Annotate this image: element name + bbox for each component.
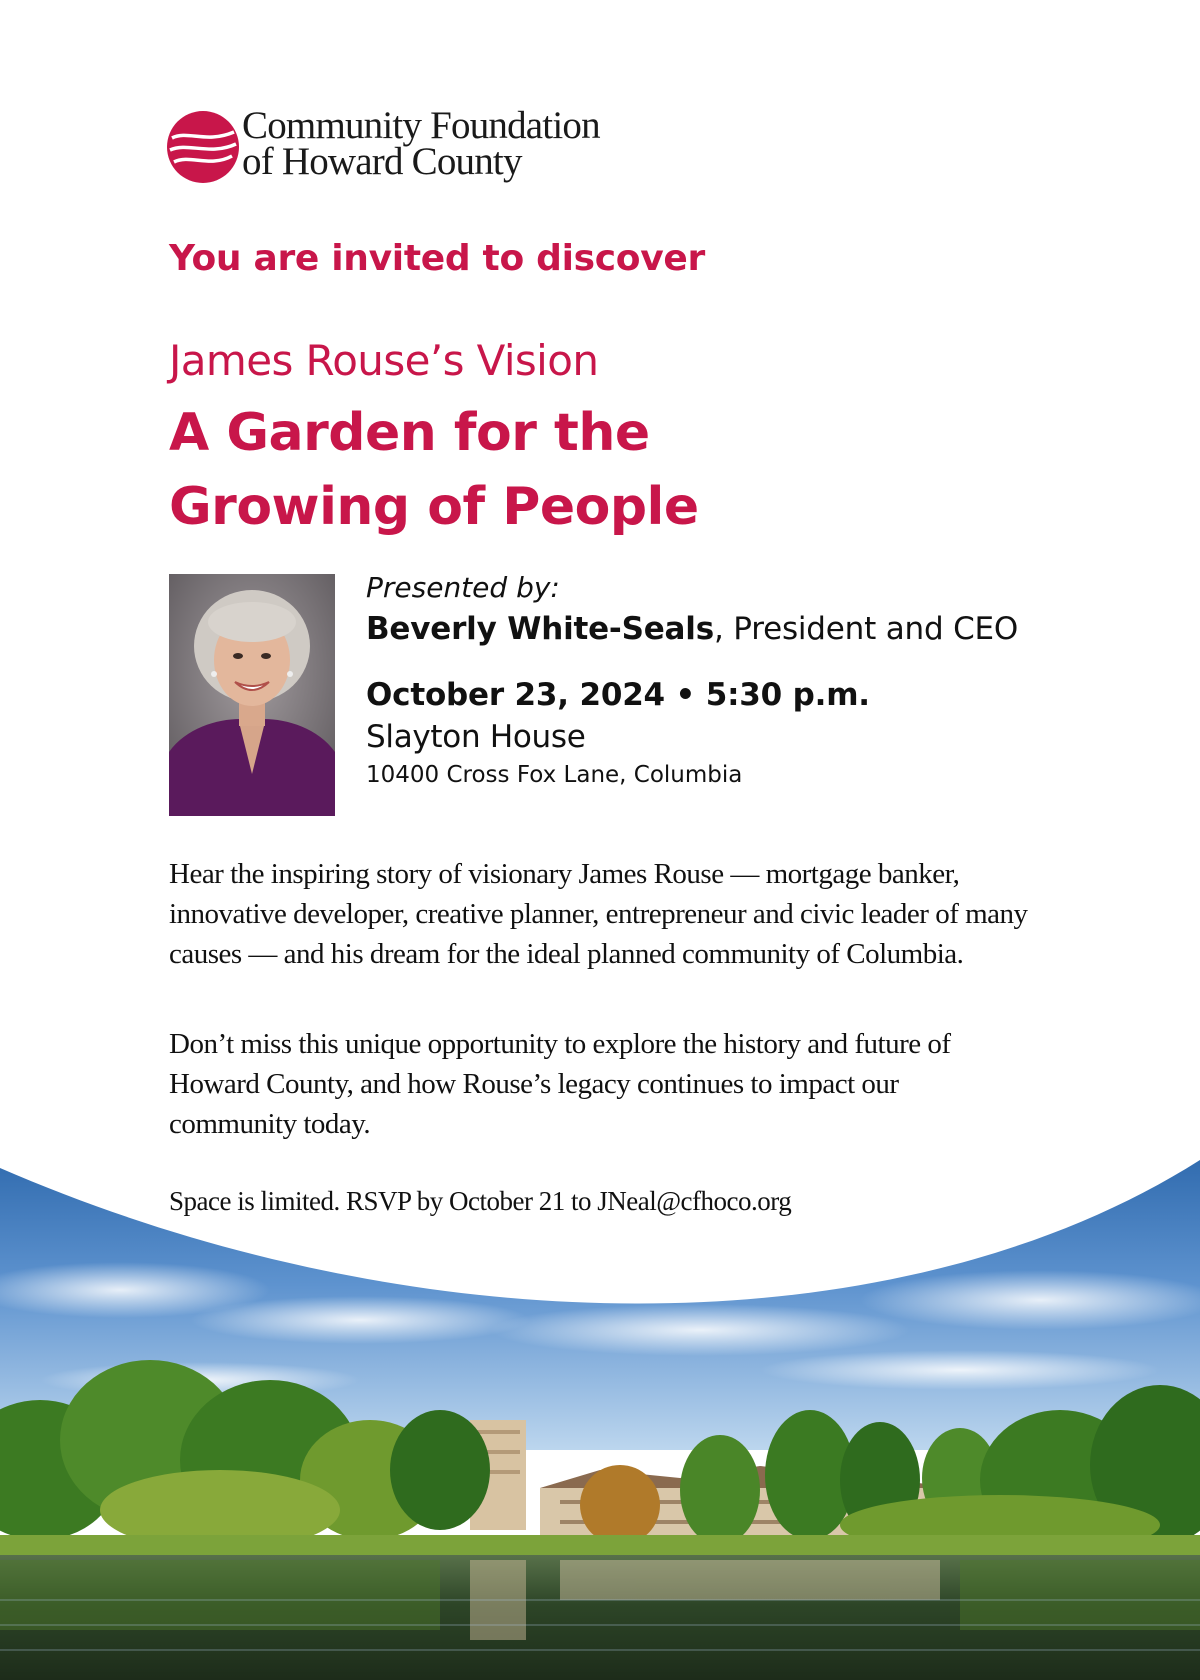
description-paragraph-1: Hear the inspiring story of visionary James Rouse — mortgage banker, innovative developer, creative planner, entrepreneur and civic leader of many causes — and his dream for the ideal planned community of Columbia. xyxy=(169,858,1028,970)
event-title xyxy=(169,396,929,544)
description-paragraph-2: Don’t miss this unique opportunity to explore the history and future of Howard County, and how Rouse’s legacy continues to impact our community today. xyxy=(169,1028,951,1140)
event-details xyxy=(366,570,1066,792)
presented-by-label: Presented by: xyxy=(366,571,560,604)
event-venue: Slayton House xyxy=(366,719,586,755)
presenter-name: Beverly White-Seals xyxy=(366,611,714,647)
presenter-role: , President and CEO xyxy=(713,611,1019,647)
logo-line-2: of Howard County xyxy=(242,140,522,183)
rsvp-note: Space is limited. RSVP by October 21 to JNeal@cfhoco.org xyxy=(169,1186,792,1216)
event-subtitle: James Rouse’s Vision xyxy=(169,336,599,385)
logo-line-1: Community Foundation xyxy=(242,104,600,147)
event-title-line-2: Growing of People xyxy=(169,477,699,537)
community-foundation-logo xyxy=(166,104,686,192)
presenter-line xyxy=(366,608,1066,650)
event-datetime: October 23, 2024 • 5:30 p.m. xyxy=(366,677,870,713)
event-address: 10400 Cross Fox Lane, Columbia xyxy=(366,762,743,788)
interlocking-hands-circle-icon xyxy=(166,110,240,184)
presenter-portrait xyxy=(169,574,335,816)
event-title-line-1: A Garden for the xyxy=(169,403,650,463)
invitation-heading: You are invited to discover xyxy=(169,238,705,279)
